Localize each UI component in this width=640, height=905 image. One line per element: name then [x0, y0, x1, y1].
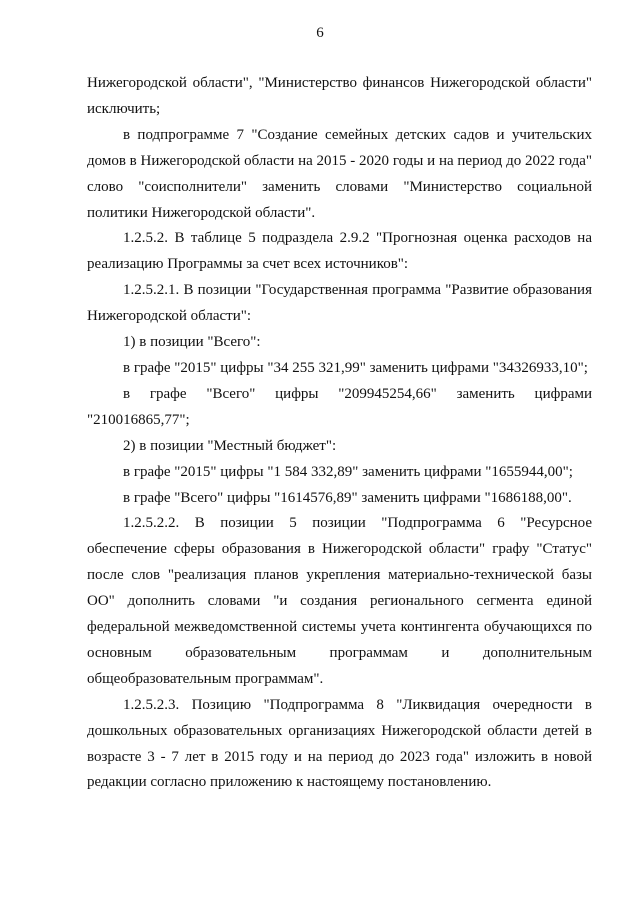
paragraph-1-2-5-2-1: 1.2.5.2.1. В позиции "Государственная программа "Развитие образования Нижегородской области": — [87, 282, 592, 325]
paragraph-column-total-local: в графе "Всего" цифры "1614576,89" заменить цифрами "1686188,00". — [123, 489, 572, 506]
paragraph-column-total-total: в графе "Всего" цифры "209945254,66" заменить цифрами "210016865,77"; — [87, 385, 592, 428]
document-body — [87, 71, 592, 796]
page-number: 6 — [316, 25, 324, 41]
paragraph-1-2-5-2: 1.2.5.2. В таблице 5 подраздела 2.9.2 "Прогнозная оценка расходов на реализацию Программы за счет всех источников": — [87, 230, 592, 273]
paragraph-continuation: Нижегородской области", "Министерство финансов Нижегородской области" исключить; — [87, 75, 592, 117]
paragraph-1-2-5-2-3: 1.2.5.2.3. Позицию "Подпрограмма 8 "Ликвидация очередности в дошкольных образовательных организациях Нижегородской области детей в возрасте 3 - 7 лет в 2015 году и на период до 2023 года" изложить в новой редакции согласно приложению к настоящему постановлению. — [87, 696, 592, 791]
paragraph-position-local-budget: 2) в позиции "Местный бюджет": — [123, 437, 337, 454]
paragraph-position-total: 1) в позиции "Всего": — [123, 334, 261, 351]
paragraph-column-2015-local: в графе "2015" цифры "1 584 332,89" заменить цифрами "1655944,00"; — [123, 463, 573, 480]
paragraph-column-2015-total: в графе "2015" цифры "34 255 321,99" заменить цифрами "34326933,10"; — [123, 359, 588, 376]
paragraph-1-2-5-2-2: 1.2.5.2.2. В позиции 5 позиции "Подпрограмма 6 "Ресурсное обеспечение сферы образования в Нижегородской области" графу "Статус" после слов "реализация планов укрепления материально-технической базы ОО" дополнить словами "и создания регионального сегмента единой федеральной межведомственной системы учета контингента обучающихся по основным образовательным программам и дополнительным общеобразовательным программам". — [87, 515, 592, 687]
paragraph-subprogram-7: в подпрограмме 7 "Создание семейных детских садов и учительских домов в Нижегородской области на 2015 - 2020 годы и на период до 2022 года" слово "соисполнители" заменить словами "Министерство социальной политики Нижегородской области". — [87, 126, 592, 221]
